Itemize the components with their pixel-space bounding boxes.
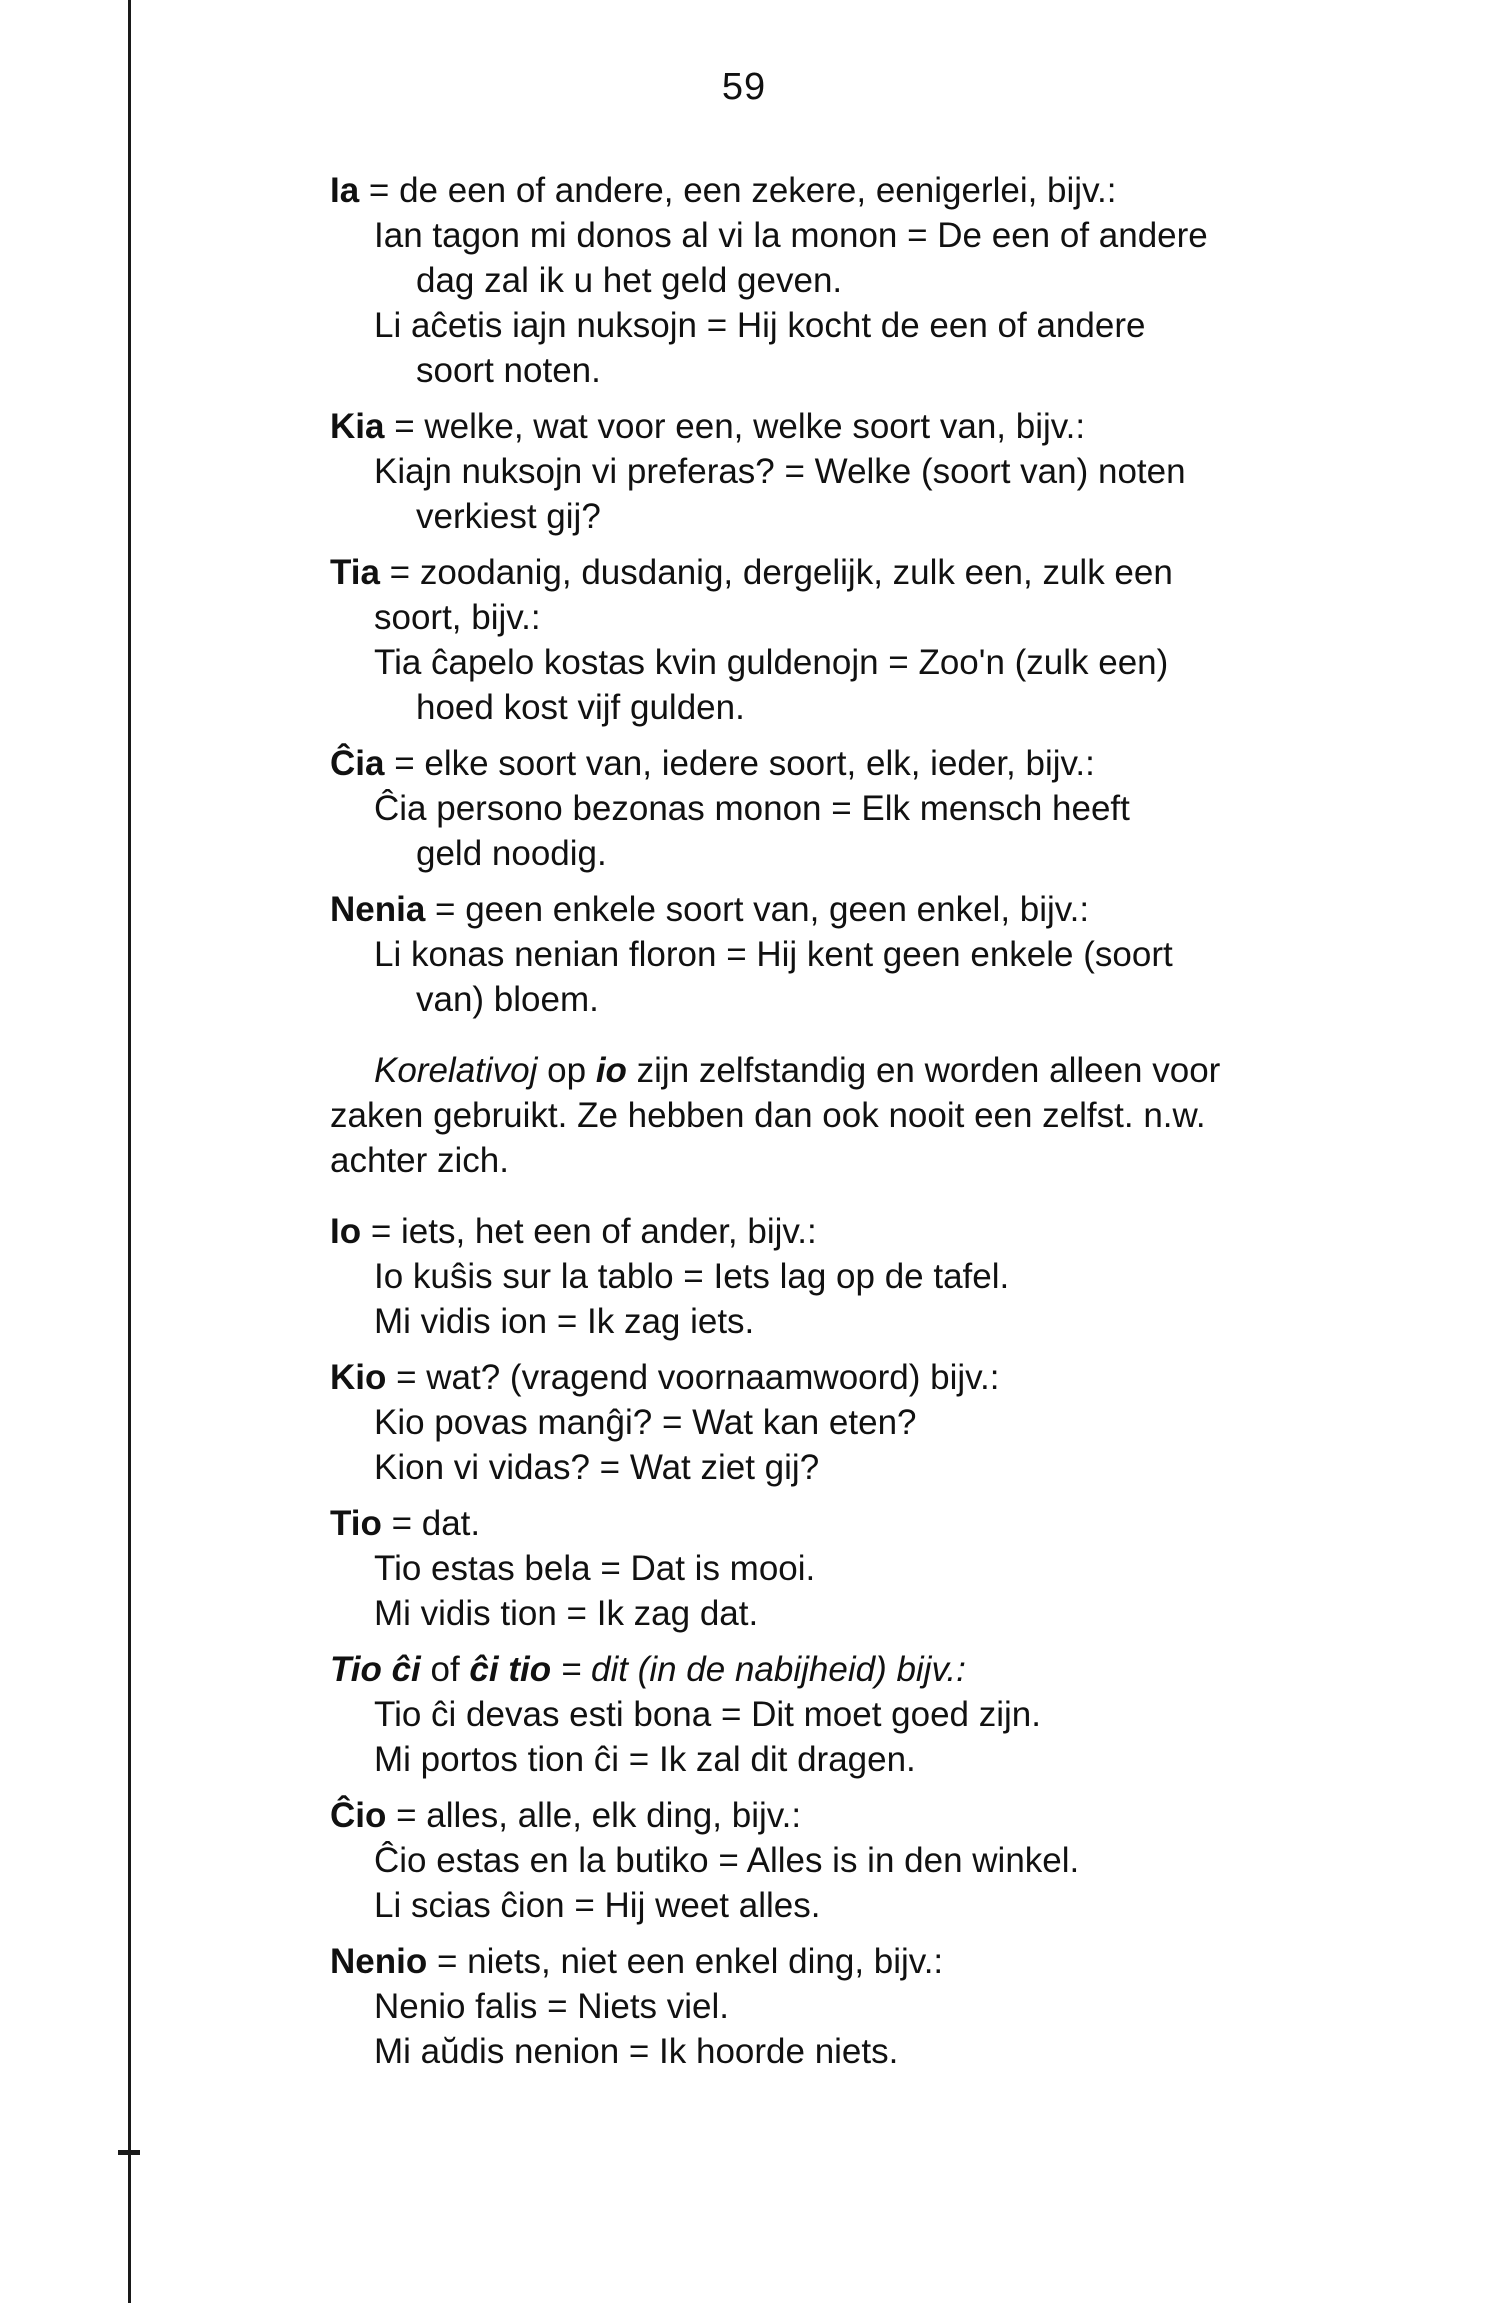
entry-term: Tio ĉi [330,1650,421,1689]
entry-term: Io [330,1212,362,1251]
example-continuation: hoed kost vijf gulden. [416,688,745,727]
entry-definition [330,1355,1410,1400]
definition-text: = geen enkele soort van, geen enkel, bijv.: [425,890,1090,929]
example-continuation: van) bloem. [416,980,599,1019]
definition-text: = alles, alle, elk ding, bijv.: [386,1796,802,1835]
entry-definition [330,1647,1410,1692]
entry-term: Tia [330,553,380,592]
paragraph-text: zijn zelfstandig en worden alleen voor [626,1051,1221,1090]
example-line: Kiajn nuksojn vi preferas? = Welke (soort van) noten [374,452,1186,491]
example-line: Ĉia persono bezonas monon = Elk mensch heeft [374,789,1130,828]
entry-cia [330,741,1410,876]
entry-definition [330,1209,1410,1254]
entry-ia [330,168,1410,393]
entry-term: Nenio [330,1942,428,1981]
example-continuation: geld noodig. [416,834,607,873]
entry-tio-ci [330,1647,1410,1782]
entry-definition [330,887,1410,932]
binding-edge-mark [118,2150,140,2155]
entry-kia [330,404,1410,539]
example-line: Ian tagon mi donos al vi la monon = De een of andere [374,216,1208,255]
korelativoj-paragraph [330,1048,1410,1183]
entry-tio [330,1501,1410,1636]
entry-definition [330,550,1410,595]
definition-text: = niets, niet een enkel ding, bijv.: [427,1942,944,1981]
entry-term: Kia [330,407,385,446]
definition-text: = dit (in de nabijheid) bijv.: [551,1650,966,1689]
entry-term-alt: ĉi tio [469,1650,552,1689]
definition-text: of [420,1650,470,1689]
italic-term: Korelativoj [374,1051,538,1090]
entry-term: Tio [330,1504,382,1543]
entry-io [330,1209,1410,1344]
definition-text: = zoodanig, dusdanig, dergelijk, zulk een, zulk een [379,553,1173,592]
example-line: Kion vi vidas? = Wat ziet gij? [374,1448,820,1487]
example-line: Tia ĉapelo kostas kvin guldenojn = Zoo'n (zulk een) [374,643,1169,682]
entry-definition [330,1501,1410,1546]
text-block [330,168,1410,2085]
example-line: Li scias ĉion = Hij weet alles. [374,1886,821,1925]
paragraph-line: achter zich. [330,1141,509,1180]
example-continuation: verkiest gij? [416,497,601,536]
example-line: Tio ĉi devas esti bona = Dit moet goed zijn. [374,1695,1041,1734]
example-line: Ĉio estas en la butiko = Alles is in den winkel. [374,1841,1080,1880]
entry-tia [330,550,1410,730]
paragraph-line [330,1048,1410,1093]
definition-text: = elke soort van, iedere soort, elk, ieder, bijv.: [384,744,1095,783]
example-line: Kio povas manĝi? = Wat kan eten? [374,1403,917,1442]
page-number: 59 [721,66,767,108]
entry-definition [330,741,1410,786]
entry-nenio [330,1939,1410,2074]
example-line: Mi portos tion ĉi = Ik zal dit dragen. [374,1740,916,1779]
entry-term: Kio [330,1358,387,1397]
definition-text: = wat? (vragend voornaamwoord) bijv.: [386,1358,1000,1397]
example-line: Tio estas bela = Dat is mooi. [374,1549,816,1588]
entry-term: Nenia [330,890,426,929]
example-line: Li konas nenian floron = Hij kent geen enkele (soort [374,935,1173,974]
entry-nenia [330,887,1410,1022]
example-line: Nenio falis = Niets viel. [374,1987,730,2026]
example-continuation: soort noten. [416,351,601,390]
example-line: Io kuŝis sur la tablo = Iets lag op de tafel. [374,1257,1010,1296]
entry-term: Ĉia [330,744,385,783]
entry-definition [330,1793,1410,1838]
entry-term: Ia [330,171,360,210]
definition-text: = welke, wat voor een, welke soort van, bijv.: [384,407,1086,446]
example-continuation: dag zal ik u het geld geven. [416,261,843,300]
entry-definition [330,1939,1410,1984]
definition-text: = de een of andere, een zekere, eenigerlei, bijv.: [359,171,1117,210]
definition-text: = iets, het een of ander, bijv.: [361,1212,817,1251]
bold-term: io [595,1051,627,1090]
entry-definition [330,404,1410,449]
example-line: Mi vidis ion = Ik zag iets. [374,1302,755,1341]
binding-edge-line [128,0,131,2303]
definition-text: = dat. [381,1504,481,1543]
example-line: Mi vidis tion = Ik zag dat. [374,1594,759,1633]
entry-term: Ĉio [330,1796,387,1835]
example-line: Li aĉetis iajn nuksojn = Hij kocht de een of andere [374,306,1146,345]
paragraph-line: zaken gebruikt. Ze hebben dan ook nooit een zelfst. n.w. [330,1096,1206,1135]
entry-definition [330,168,1410,213]
paragraph-text: op [537,1051,596,1090]
example-line: Mi aŭdis nenion = Ik hoorde niets. [374,2032,899,2071]
entry-kio [330,1355,1410,1490]
definition-continuation: soort, bijv.: [374,598,541,637]
entry-cio [330,1793,1410,1928]
